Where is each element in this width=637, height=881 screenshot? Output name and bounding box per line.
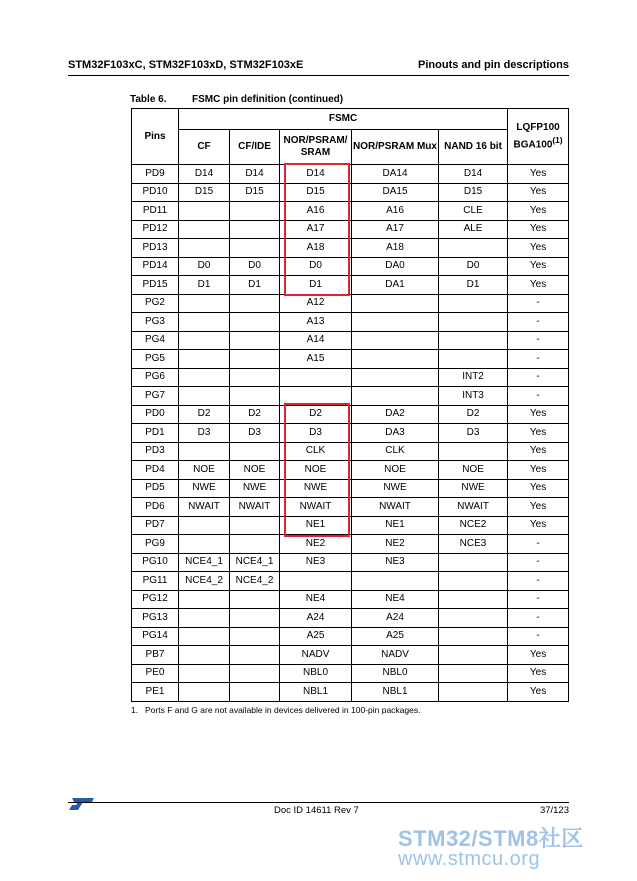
table-cell: A25 — [280, 627, 352, 646]
table-cell: Yes — [508, 424, 569, 443]
table-cell: A16 — [280, 202, 352, 221]
table-row — [132, 553, 569, 572]
footer-doc-id: Doc ID 14611 Rev 7 — [274, 805, 359, 816]
table-cell: INT2 — [439, 368, 508, 387]
table-cell: NWE — [179, 479, 230, 498]
table-cell: NADV — [280, 646, 352, 665]
table-cell: NE3 — [352, 553, 439, 572]
table-cell: NOE — [280, 461, 352, 480]
table-row — [132, 257, 569, 276]
column-header: NOR/PSRAM Mux — [352, 130, 439, 165]
table-cell — [280, 572, 352, 591]
header-rule — [68, 75, 569, 76]
table-cell: A16 — [352, 202, 439, 221]
table-cell: DA15 — [352, 183, 439, 202]
pin-cell: PG3 — [132, 313, 179, 332]
table-cell: NE2 — [352, 535, 439, 554]
table-row — [132, 276, 569, 295]
pin-cell: PD4 — [132, 461, 179, 480]
table-row — [132, 313, 569, 332]
table-cell — [352, 572, 439, 591]
table-cell — [179, 683, 230, 702]
table-cell — [439, 331, 508, 350]
table-cell: - — [508, 387, 569, 406]
table-row — [132, 165, 569, 184]
table-cell: CLK — [280, 442, 352, 461]
table-cell: D3 — [439, 424, 508, 443]
table-cell: A15 — [280, 350, 352, 369]
table-body — [132, 165, 569, 702]
package-footnote-ref: (1) — [552, 134, 563, 145]
table-cell: Yes — [508, 239, 569, 258]
pin-cell: PE0 — [132, 664, 179, 683]
table-cell — [230, 609, 280, 628]
table-cell — [230, 350, 280, 369]
table-cell: Yes — [508, 405, 569, 424]
table-row — [132, 535, 569, 554]
table-row — [132, 183, 569, 202]
table-cell — [439, 590, 508, 609]
table-cell — [439, 609, 508, 628]
pin-cell: PD12 — [132, 220, 179, 239]
table-cell — [179, 313, 230, 332]
table-cell — [352, 387, 439, 406]
table-row — [132, 479, 569, 498]
table-row — [132, 220, 569, 239]
pin-cell: PE1 — [132, 683, 179, 702]
table-cell — [230, 202, 280, 221]
table-row — [132, 405, 569, 424]
table-cell: A17 — [280, 220, 352, 239]
header-section-title: Pinouts and pin descriptions — [418, 59, 569, 71]
table-cell: NE4 — [280, 590, 352, 609]
pin-cell: PG5 — [132, 350, 179, 369]
table-cell — [439, 294, 508, 313]
table-cell — [352, 350, 439, 369]
table-cell: - — [508, 350, 569, 369]
table-cell — [352, 313, 439, 332]
table-cell: NE1 — [352, 516, 439, 535]
table-cell: NCE4_1 — [179, 553, 230, 572]
pin-cell: PD6 — [132, 498, 179, 517]
table-cell: D0 — [230, 257, 280, 276]
table-cell: NWAIT — [439, 498, 508, 517]
footer-page-number: 37/123 — [539, 805, 569, 816]
footer-rule — [68, 802, 569, 803]
table-cell — [230, 313, 280, 332]
table-cell — [179, 535, 230, 554]
table-cell — [439, 664, 508, 683]
table-cell: Yes — [508, 498, 569, 517]
table-cell: NWE — [352, 479, 439, 498]
table-cell — [230, 627, 280, 646]
table-cell: NWAIT — [179, 498, 230, 517]
table-cell — [230, 664, 280, 683]
table-cell: Yes — [508, 683, 569, 702]
watermark-url: www.stmcu.org — [398, 848, 541, 870]
pin-cell: PB7 — [132, 646, 179, 665]
table-cell: NWAIT — [352, 498, 439, 517]
table-row — [132, 387, 569, 406]
pin-cell: PG12 — [132, 590, 179, 609]
table-cell: ALE — [439, 220, 508, 239]
table-cell: D2 — [439, 405, 508, 424]
fsmc-pin-table — [131, 108, 569, 702]
table-cell: D15 — [179, 183, 230, 202]
table-cell — [439, 553, 508, 572]
table-cell: NCE4_2 — [230, 572, 280, 591]
table-cell: NBL1 — [280, 683, 352, 702]
table-cell: A25 — [352, 627, 439, 646]
table-cell: Yes — [508, 202, 569, 221]
pin-cell: PD11 — [132, 202, 179, 221]
pin-cell: PG7 — [132, 387, 179, 406]
column-header: NAND 16 bit — [439, 130, 508, 165]
table-cell: D15 — [230, 183, 280, 202]
table-cell — [179, 664, 230, 683]
package-header — [508, 109, 569, 165]
footnote-text: Ports F and G are not available in devices delivered in 100-pin packages. — [145, 705, 421, 715]
table-row — [132, 498, 569, 517]
table-cell — [179, 609, 230, 628]
watermark-title: STM32/STM8社区 — [398, 826, 584, 851]
table-row — [132, 424, 569, 443]
table-cell — [280, 368, 352, 387]
table-cell: NWE — [280, 479, 352, 498]
table-cell: - — [508, 368, 569, 387]
table-cell — [352, 294, 439, 313]
pin-cell: PD9 — [132, 165, 179, 184]
table-cell: A17 — [352, 220, 439, 239]
table-cell: A14 — [280, 331, 352, 350]
table-cell: - — [508, 627, 569, 646]
table-row — [132, 683, 569, 702]
table-cell: CLE — [439, 202, 508, 221]
table-row — [132, 516, 569, 535]
table-cell: Yes — [508, 276, 569, 295]
table-cell: DA3 — [352, 424, 439, 443]
table-cell: A12 — [280, 294, 352, 313]
table-cell — [439, 627, 508, 646]
table-row — [132, 646, 569, 665]
table-caption-number: Table 6. — [130, 94, 167, 105]
table-cell — [230, 387, 280, 406]
table-cell: DA2 — [352, 405, 439, 424]
table-cell: Yes — [508, 516, 569, 535]
table-cell: Yes — [508, 257, 569, 276]
table-cell: D2 — [280, 405, 352, 424]
table-cell: DA14 — [352, 165, 439, 184]
table-row — [132, 461, 569, 480]
table-cell — [179, 294, 230, 313]
pin-cell: PD15 — [132, 276, 179, 295]
table-cell — [179, 331, 230, 350]
column-header: CF/IDE — [230, 130, 280, 165]
table-cell: Yes — [508, 220, 569, 239]
table-cell — [179, 368, 230, 387]
table-cell: NADV — [352, 646, 439, 665]
table-cell: Yes — [508, 461, 569, 480]
table-cell: D14 — [439, 165, 508, 184]
table-cell: NE3 — [280, 553, 352, 572]
table-row — [132, 572, 569, 591]
table-cell — [280, 387, 352, 406]
table-cell: D14 — [179, 165, 230, 184]
table-cell — [352, 368, 439, 387]
package-header-label: LQFP100 BGA100 — [513, 121, 560, 151]
table-cell: Yes — [508, 664, 569, 683]
table-cell — [439, 313, 508, 332]
pin-cell: PG14 — [132, 627, 179, 646]
table-cell — [230, 535, 280, 554]
pin-cell: PG4 — [132, 331, 179, 350]
table-cell — [179, 202, 230, 221]
table-cell: NWAIT — [280, 498, 352, 517]
table-cell: A13 — [280, 313, 352, 332]
pin-cell: PD13 — [132, 239, 179, 258]
table-cell: - — [508, 572, 569, 591]
table-cell: NE1 — [280, 516, 352, 535]
pin-cell: PD14 — [132, 257, 179, 276]
table-cell — [439, 442, 508, 461]
table-cell: - — [508, 294, 569, 313]
table-cell: A24 — [352, 609, 439, 628]
table-cell — [230, 516, 280, 535]
table-cell — [179, 387, 230, 406]
pin-cell: PG13 — [132, 609, 179, 628]
table-cell: NCE2 — [439, 516, 508, 535]
table-cell: A18 — [280, 239, 352, 258]
footnote-number: 1. — [131, 705, 139, 715]
table-cell: INT3 — [439, 387, 508, 406]
table-cell: DA1 — [352, 276, 439, 295]
table-cell: NBL0 — [280, 664, 352, 683]
table-cell — [230, 331, 280, 350]
pin-cell: PD1 — [132, 424, 179, 443]
table-cell: NBL1 — [352, 683, 439, 702]
table-cell — [179, 627, 230, 646]
pins-header: Pins — [132, 109, 179, 165]
pin-cell: PD10 — [132, 183, 179, 202]
table-cell: NBL0 — [352, 664, 439, 683]
table-cell — [179, 442, 230, 461]
table-cell — [230, 442, 280, 461]
header-product-list: STM32F103xC, STM32F103xD, STM32F103xE — [68, 59, 304, 71]
fsmc-group-header: FSMC — [179, 109, 508, 130]
table-cell: D1 — [179, 276, 230, 295]
table-cell — [230, 294, 280, 313]
table-cell: - — [508, 609, 569, 628]
table-cell: NE4 — [352, 590, 439, 609]
table-cell — [230, 220, 280, 239]
table-cell: NCE3 — [439, 535, 508, 554]
table-cell: NWE — [230, 479, 280, 498]
pin-cell: PD0 — [132, 405, 179, 424]
table-row — [132, 239, 569, 258]
table-row — [132, 664, 569, 683]
table-cell: - — [508, 535, 569, 554]
pin-cell: PD3 — [132, 442, 179, 461]
table-cell — [179, 220, 230, 239]
table-row — [132, 442, 569, 461]
table-cell: DA0 — [352, 257, 439, 276]
table-cell: D0 — [179, 257, 230, 276]
table-caption-title: FSMC pin definition (continued) — [192, 94, 344, 105]
table-row — [132, 627, 569, 646]
table-cell: - — [508, 590, 569, 609]
table-cell: NOE — [179, 461, 230, 480]
table-cell: NWAIT — [230, 498, 280, 517]
table-cell — [230, 683, 280, 702]
table-cell: D0 — [280, 257, 352, 276]
table-cell: CLK — [352, 442, 439, 461]
column-header: CF — [179, 130, 230, 165]
pin-cell: PG11 — [132, 572, 179, 591]
pin-cell: PD7 — [132, 516, 179, 535]
table-cell: D14 — [280, 165, 352, 184]
table-cell: A24 — [280, 609, 352, 628]
table-cell — [179, 590, 230, 609]
st-logo-icon — [68, 797, 94, 811]
table-cell — [179, 239, 230, 258]
pin-cell: PG6 — [132, 368, 179, 387]
table-cell: D3 — [230, 424, 280, 443]
table-cell — [230, 368, 280, 387]
table-cell: D1 — [230, 276, 280, 295]
table-cell — [439, 350, 508, 369]
table-cell: D14 — [230, 165, 280, 184]
table-cell — [230, 239, 280, 258]
table-cell: D2 — [230, 405, 280, 424]
table-row — [132, 590, 569, 609]
table-cell — [352, 331, 439, 350]
table-cell — [439, 646, 508, 665]
table-row — [132, 350, 569, 369]
table-cell: Yes — [508, 183, 569, 202]
table-cell: A18 — [352, 239, 439, 258]
table-cell — [230, 646, 280, 665]
table-cell: Yes — [508, 479, 569, 498]
table-cell — [439, 572, 508, 591]
table-row — [132, 294, 569, 313]
column-header-row — [132, 130, 569, 165]
table-row — [132, 368, 569, 387]
table-cell: D1 — [280, 276, 352, 295]
table-row — [132, 331, 569, 350]
pin-cell: PD5 — [132, 479, 179, 498]
table-cell: - — [508, 553, 569, 572]
table-cell: Yes — [508, 165, 569, 184]
column-header: NOR/PSRAM/ SRAM — [280, 130, 352, 165]
table-cell: D3 — [280, 424, 352, 443]
table-cell: NOE — [230, 461, 280, 480]
table-row — [132, 609, 569, 628]
table-cell: NOE — [352, 461, 439, 480]
table-cell — [439, 683, 508, 702]
table-cell: NCE4_2 — [179, 572, 230, 591]
table-cell: D2 — [179, 405, 230, 424]
pin-cell: PG10 — [132, 553, 179, 572]
table-row — [132, 202, 569, 221]
table-cell: - — [508, 331, 569, 350]
table-cell: D3 — [179, 424, 230, 443]
table-cell — [179, 350, 230, 369]
table-cell — [230, 590, 280, 609]
table-cell: NE2 — [280, 535, 352, 554]
table-cell: Yes — [508, 442, 569, 461]
table-cell: - — [508, 313, 569, 332]
table-cell: NOE — [439, 461, 508, 480]
pin-cell: PG2 — [132, 294, 179, 313]
table-cell — [179, 646, 230, 665]
table-cell — [439, 239, 508, 258]
table-cell: NCE4_1 — [230, 553, 280, 572]
table-cell — [179, 516, 230, 535]
table-cell: D1 — [439, 276, 508, 295]
table-cell: Yes — [508, 646, 569, 665]
table-cell: D0 — [439, 257, 508, 276]
table-caption — [130, 94, 343, 105]
table-cell: NWE — [439, 479, 508, 498]
footnote — [131, 705, 420, 715]
pin-cell: PG9 — [132, 535, 179, 554]
table-cell: D15 — [280, 183, 352, 202]
table-cell: D15 — [439, 183, 508, 202]
